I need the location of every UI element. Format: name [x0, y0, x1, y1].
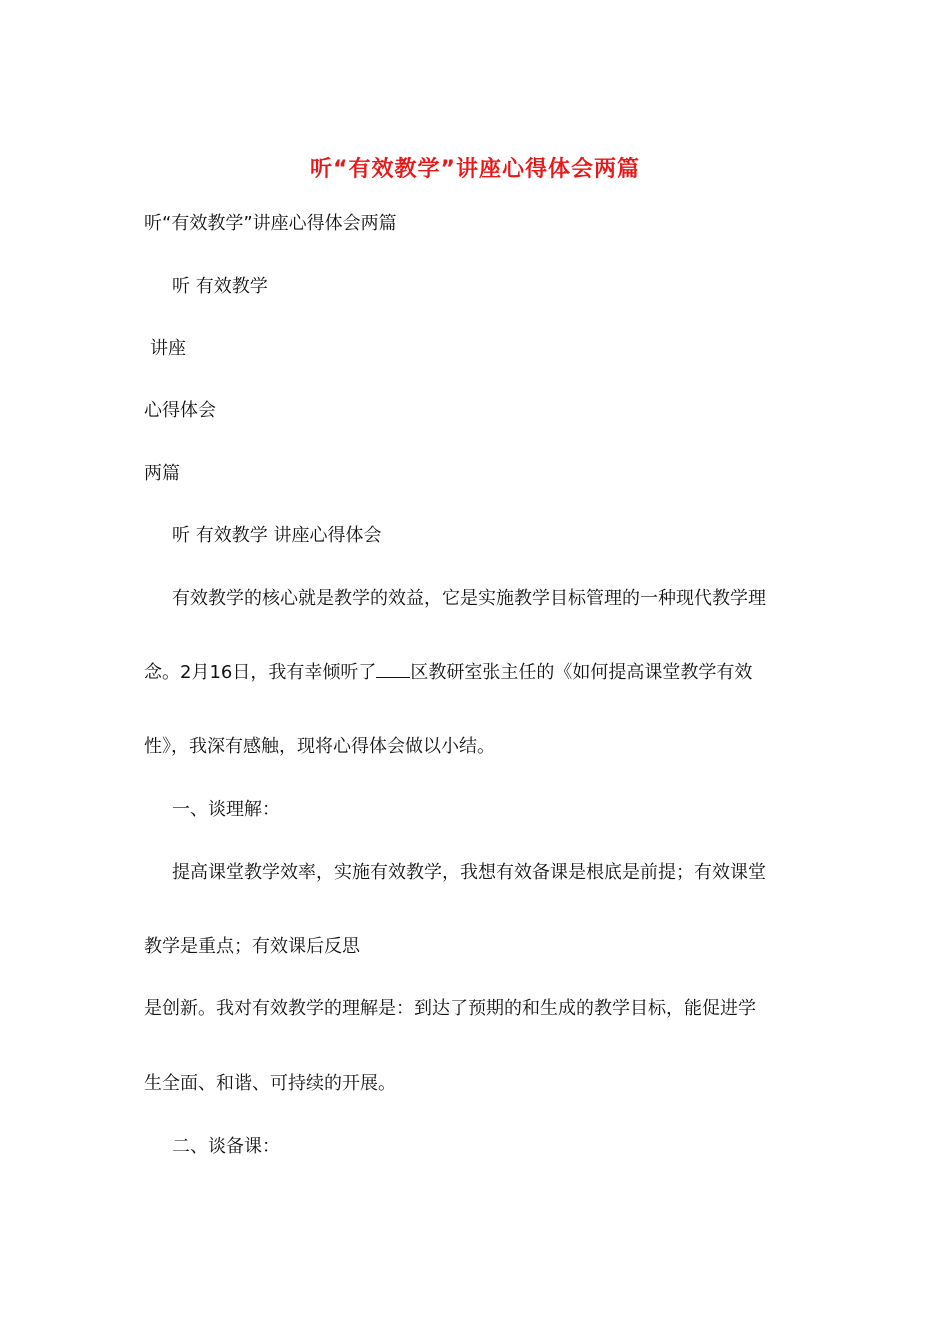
paragraph-text: 区教研室张主任的《如何提高课堂教学有效 — [410, 662, 753, 683]
paragraph-line: 心得体会 — [144, 400, 216, 421]
paragraph-line: 听“有效教学”讲座心得体会两篇 — [144, 213, 397, 234]
fill-blank — [376, 663, 410, 678]
paragraph-line: 性》，我深有感触，现将心得体会做以小结。 — [144, 736, 495, 757]
paragraph-line: 讲座 — [150, 338, 186, 359]
paragraph-line-with-blank — [144, 661, 752, 685]
paragraph-line: 有效教学的核心就是教学的效益，它是实施教学目标管理的一种现代教学理 — [172, 588, 766, 609]
paragraph-line: 是创新。我对有效教学的理解是：到达了预期的和生成的教学目标，能促进学 — [144, 998, 756, 1019]
paragraph-text: 念。2月16日，我有幸倾听了 — [144, 662, 377, 683]
paragraph-line: 教学是重点；有效课后反思 — [144, 936, 360, 957]
paragraph-line: 提高课堂教学效率，实施有效教学，我想有效备课是根底是前提；有效课堂 — [172, 862, 766, 883]
section-heading: 一、谈理解： — [172, 799, 280, 820]
document-title: 听“有效教学”讲座心得体会两篇 — [310, 157, 640, 182]
section-heading: 二、谈备课： — [172, 1136, 280, 1157]
paragraph-line: 生全面、和谐、可持续的开展。 — [144, 1073, 396, 1094]
paragraph-line: 听 有效教学 — [172, 276, 268, 297]
paragraph-line: 两篇 — [144, 463, 180, 484]
paragraph-line: 听 有效教学 讲座心得体会 — [172, 525, 382, 546]
